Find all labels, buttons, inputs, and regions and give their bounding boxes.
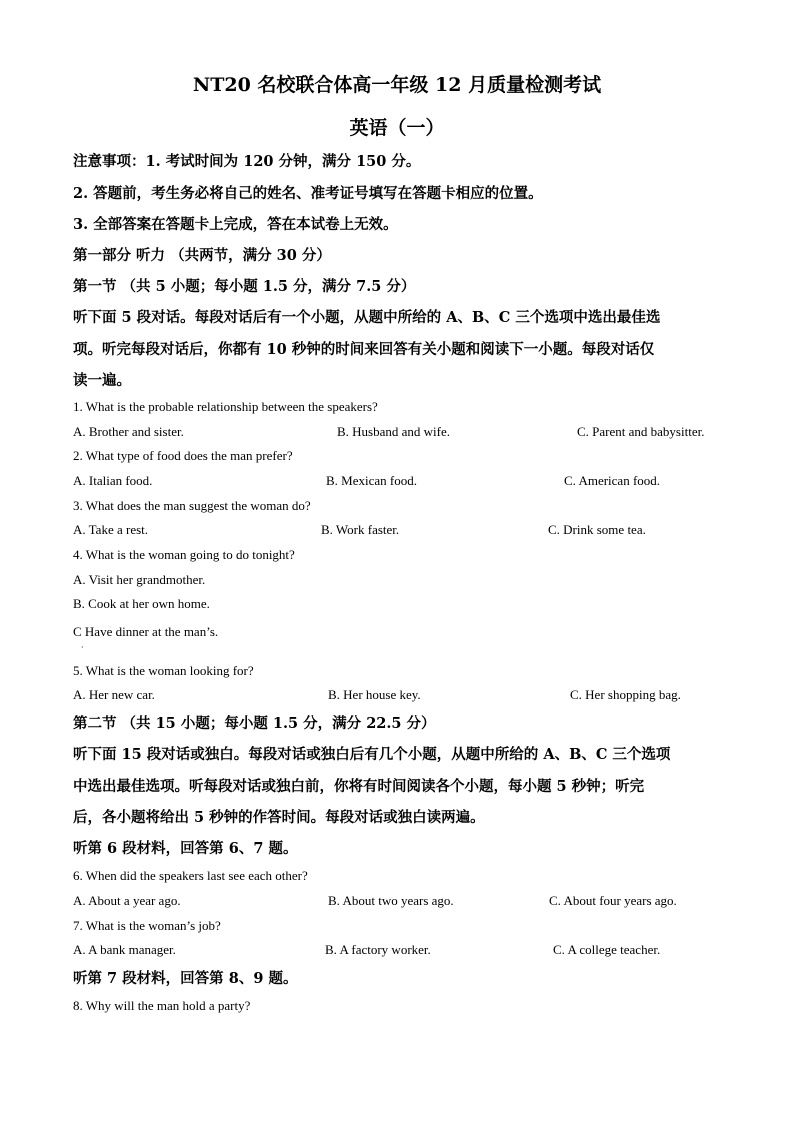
stray-dot-mark: · [81,643,84,652]
section2-instruction-3: 后，各小题将给出 5 秒钟的作答时间。每段对话或独白读两遍。 [73,809,485,826]
section-heading-1: 第一节 （共 5 小题；每小题 1.5 分，满分 7.5 分） [73,278,416,295]
q1-option-c: C. Parent and babysitter. [577,424,705,439]
q5-option-a: A. Her new car. [73,687,155,702]
q4-option-c: C Have dinner at the man’s. [73,624,219,639]
page-title: NT20 名校联合体高一年级 12 月质量检测考试 [192,74,602,96]
question-6: 6. When did the speakers last see each other? [73,868,308,883]
q5-option-b: B. Her house key. [328,687,421,702]
section1-instruction-3: 读一遍。 [73,372,131,389]
note-line-2: 2. 答题前，考生务必将自己的姓名、准考证号填写在答题卡相应的位置。 [73,185,543,202]
q6-option-a: A. About a year ago. [73,893,181,908]
q4-option-a: A. Visit her grandmother. [73,572,206,587]
q7-option-b: B. A factory worker. [325,942,431,957]
section-heading-2: 第二节 （共 15 小题；每小题 1.5 分，满分 22.5 分） [73,715,436,732]
q1-option-a: A. Brother and sister. [73,424,184,439]
q7-option-a: A. A bank manager. [73,942,176,957]
question-7: 7. What is the woman’s job? [73,918,221,933]
q3-option-b: B. Work faster. [321,522,400,537]
question-5: 5. What is the woman looking for? [73,663,254,678]
material-6-heading: 听第 6 段材料，回答第 6、7 题。 [73,840,298,857]
note-line-3: 3. 全部答案在答题卡上完成，答在本试卷上无效。 [73,216,398,233]
q4-option-b: B. Cook at her own home. [73,596,210,611]
q6-option-c: C. About four years ago. [549,893,677,908]
section1-instruction-2: 项。听完每段对话后，你都有 10 秒钟的时间来回答有关小题和阅读下一小题。每段对话仅 [73,341,655,358]
question-8: 8. Why will the man hold a party? [73,998,251,1013]
q7-option-c: C. A college teacher. [553,942,661,957]
q2-option-a: A. Italian food. [73,473,153,488]
question-2: 2. What type of food does the man prefer? [73,448,293,463]
section2-instruction-1: 听下面 15 段对话或独白。每段对话或独白后有几个小题，从题中所给的 A、B、C 三个选项 [73,746,671,763]
question-4: 4. What is the woman going to do tonight? [73,547,295,562]
section1-instruction-1: 听下面 5 段对话。每段对话后有一个小题，从题中所给的 A、B、C 三个选项中选出最佳选 [73,309,661,326]
section2-instruction-2: 中选出最佳选项。听每段对话或独白前，你将有时间阅读各个小题，每小题 5 秒钟；听完 [73,778,645,795]
material-7-heading: 听第 7 段材料，回答第 8、9 题。 [73,970,298,987]
question-1: 1. What is the probable relationship between the speakers? [73,399,378,414]
q1-option-b: B. Husband and wife. [337,424,451,439]
q3-option-c: C. Drink some tea. [548,522,646,537]
q3-option-a: A. Take a rest. [73,522,149,537]
page-subtitle: 英语（一） [349,117,445,139]
q5-option-c: C. Her shopping bag. [570,687,681,702]
q2-option-c: C. American food. [564,473,661,488]
q6-option-b: B. About two years ago. [328,893,454,908]
question-3: 3. What does the man suggest the woman do? [73,498,311,513]
note-line-1: 注意事项：1. 考试时间为 120 分钟，满分 150 分。 [73,153,421,170]
q2-option-b: B. Mexican food. [326,473,417,488]
part-heading: 第一部分 听力 （共两节，满分 30 分） [73,247,331,264]
